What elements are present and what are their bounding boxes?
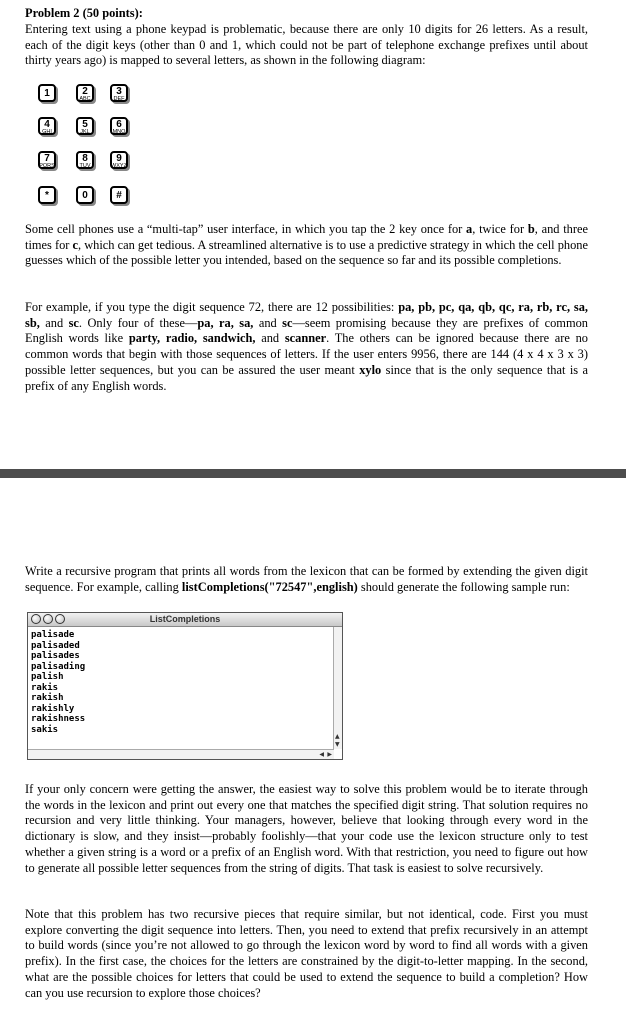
output-line: palisaded [31,640,80,651]
output-line: rakish [31,693,64,703]
output-line: palish [31,672,64,682]
horizontal-scrollbar[interactable] [28,749,334,759]
key-9: 9 WXYZ [111,153,127,169]
key-6: 6 MNO [110,117,128,135]
scroll-right-icon[interactable]: ▶ [327,751,332,758]
key-3: 3 DEF [110,84,128,102]
problem-title: Problem 2 (50 points): [25,6,143,20]
console-output [28,627,334,749]
window-title: ListCompletions [149,614,221,624]
section-divider [0,469,626,478]
key-hash: # [110,186,128,204]
scroll-down-icon[interactable]: ▼ [335,741,340,748]
key-2: 2 ABC [76,84,94,102]
output-line: rakishness [31,714,86,724]
scroll-left-icon[interactable]: ◀ [319,751,324,758]
example-paragraph: For example, if you type the digit sequence 72, there are 12 possibilities: pa, pb, pc, qa, qb, qc, ra, rb, rc, sa, sb, and sc. Only four of these—pa, ra, sa, and sc—seem promising because they are prefixes of common English words like party, radio, sandwich, and scanner. The others can be ignored because there are no common words that begin with those sequences of letters. If the user enters 9956, there are 144 (4 x 4 x 3 x 3) possible letter sequences, but you can be assured the user meant xylo since that is the only sequence that is a prefix of any English words. [25,300,588,393]
output-line: rakis [31,682,59,693]
key-8: 8 TUV [76,151,94,169]
intro-paragraph: Entering text using a phone keypad is problematic, because there are only 10 digits for 26 letters. As a result, each of the digit keys (other than 0 and 1, which could not be part of telephone exchange prefixes until about thirty years ago) is mapped to several letters, as shown in the following diagram: [25,22,588,68]
output-line: palisade [31,630,75,640]
vertical-scrollbar[interactable] [333,627,342,749]
output-line: rakishly [31,703,75,714]
output-line: sakis [31,724,59,735]
output-line: palisades [31,651,80,661]
scroll-up-icon[interactable]: ▲ [335,733,340,740]
task-paragraph: Write a recursive program that prints all words from the lexicon that can be formed by extending the given digit sequence. For example, calling listCompletions("72547",english) should generate the following sample run: [25,564,588,594]
multitap-paragraph: Some cell phones use a “multi-tap” user interface, in which you tap the 2 key once for a, twice for b, and three times for c, which can get tedious. A streamlined alternative is to use a predictive strategy in which the cell phone guesses which of the possible letter you intended, based on the sequence so far and its possible completions. [25,222,589,268]
list-completions-window [27,612,343,760]
key-5: 5 JKL [76,117,94,135]
key-1: 1 [38,84,56,102]
key-4: 4 GHI [38,117,56,135]
key-star: * [38,186,56,204]
window-titlebar[interactable] [28,613,342,627]
concern-paragraph: If your only concern were getting the answer, the easiest way to solve this problem would be to iterate through the words in the lexicon and print out every one that matches the specified digit string. That solution requires no recursion and very little thinking. Your managers, however, believe that looking through every word in the dictionary is slow, and they insist—probably foolishly—that your code use the lexicon structure only to test whether a given string is a word or a prefix of an English word. With that restriction, you need to figure out how to generate all possible letter sequences from the string of digits. That task is easiest to solve recursively. [25,782,588,875]
key-7: 7 PQRS [39,153,55,169]
output-line: palisading [31,661,86,672]
note-paragraph: Note that this problem has two recursive pieces that require similar, but not identical, code. First you must explore converting the digit sequence into letters. Then, you need to extend that prefix recursively in an attempt to build words (since you’re not allowed to go through the lexicon word by word to find all words with a given prefix). In the first case, the choices for the letters are constrained by the digit-to-letter mapping. In the second, what are the possible choices for letters that could be used to extend the sequence to build a completion? How can you use recursion to explore those choices? [25,907,588,1000]
key-0: 0 [76,186,94,204]
